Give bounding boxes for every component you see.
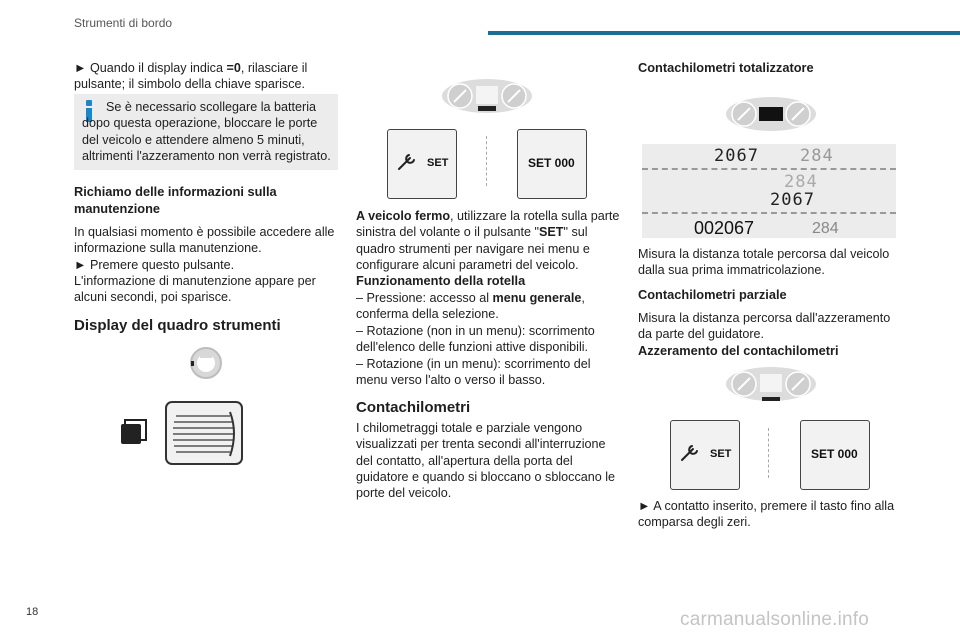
set-key-illustration: [670, 420, 740, 490]
divider: [486, 136, 487, 186]
partial-odometer-heading: Contachilometri parziale: [638, 287, 787, 302]
paragraph-vehicle-stopped: A veicolo fermo, utilizzare la rotella sulla parte sinistra del volante o il pulsante "SET" sul quadro strumenti per navigare nei menu e configurare alcuni parametri del veicolo.: [356, 209, 620, 273]
rotation-in-menu: – Rotazione (in un menu): scorrimento del menu verso l'alto o verso il basso.: [356, 356, 591, 387]
steering-wheel-icon: [186, 345, 226, 381]
rotation-no-menu: – Rotazione (non in un menu): scorrimento dell'elenco delle funzioni attive disponibili.: [356, 323, 595, 355]
instrument-panel-roller-icon: [118, 398, 246, 468]
watermark: carmanualsonline.info: [680, 609, 870, 630]
set-000-key-illustration: [517, 129, 587, 199]
instrument-cluster-icon: [440, 76, 534, 116]
page-number: 18: [26, 606, 39, 618]
reset-instruction: ► A contatto inserito, premere il tasto fino alla comparsa degli zeri.: [638, 499, 895, 530]
info-note-text: Se è necessario scollegare la batteria dopo questa operazione, bloccare le porte del veicolo e attendere almeno 5 minuti, altrimenti l'azzeramento non verrà registrato.: [82, 100, 331, 164]
odo-total-row3: 002067: [694, 218, 755, 238]
dashed-separator: [642, 212, 896, 214]
wrench-icon: [396, 152, 420, 172]
odo-trip-row1: 284: [800, 146, 834, 166]
odometer-heading: Contachilometri: [356, 399, 471, 416]
set-key-illustration: [387, 129, 457, 199]
set-label: SET: [427, 157, 449, 169]
recall-step: ► Premere questo pulsante.: [74, 257, 235, 272]
wrench-icon: [679, 443, 703, 463]
recall-text: In qualsiasi momento è possibile accedere alle informazione sulla manutenzione.: [74, 225, 335, 256]
recall-body: [74, 224, 344, 306]
odo-total-row2: 2067: [770, 190, 815, 210]
display-heading: Display del quadro strumenti: [74, 317, 281, 334]
partial-odometer-body: Misura la distanza percorsa dall'azzeramento da parte del guidatore.: [638, 311, 891, 342]
odo-trip-row2: 284: [784, 172, 818, 192]
paragraph-display-zero: ► Quando il display indica =0, rilasciare il pulsante; il simbolo della chiave sparisce.: [74, 61, 308, 92]
total-odometer-heading: Contachilometri totalizzatore: [638, 60, 814, 75]
recall-result: L'informazione di manutenzione appare per alcuni secondi, poi sparisce.: [74, 274, 316, 305]
instrument-cluster-icon: [724, 364, 818, 404]
instrument-cluster-icon: [724, 94, 818, 134]
header-accent-bar: [488, 31, 960, 35]
dashed-separator: [642, 168, 896, 170]
odo-trip-row3: 284: [812, 220, 839, 237]
odometer-body: I chilometraggi totale e parziale vengono visualizzati per trenta secondi all'interruzione del contatto, all'apertura della porta del guidatore e quando si bloccano o sbloccano le porte del veicolo.: [356, 421, 616, 501]
odo-total-row1: 2067: [714, 146, 759, 166]
wheel-heading: Funzionamento della rotella: [356, 273, 526, 289]
middle-text: [356, 208, 622, 388]
odometer-display: [642, 144, 896, 238]
set-label: SET: [710, 448, 732, 460]
set-000-label: SET 000: [811, 447, 858, 461]
info-note-box: [74, 94, 338, 170]
reset-heading: Azzeramento del contachilometri: [638, 342, 839, 358]
total-odometer-body: Misura la distanza totale percorsa dal veicolo dalla sua prima immatricolazione.: [638, 247, 890, 278]
divider: [768, 428, 769, 478]
section-title: Strumenti di bordo: [74, 16, 173, 30]
set-000-key-illustration: [800, 420, 870, 490]
press-action: – Pressione: accesso al menu generale, conferma della selezione.: [356, 291, 585, 322]
set-000-label: SET 000: [528, 156, 575, 170]
recall-heading: Richiamo delle informazioni sulla manutenzione: [74, 184, 277, 216]
partial-odometer-text: [638, 310, 904, 359]
